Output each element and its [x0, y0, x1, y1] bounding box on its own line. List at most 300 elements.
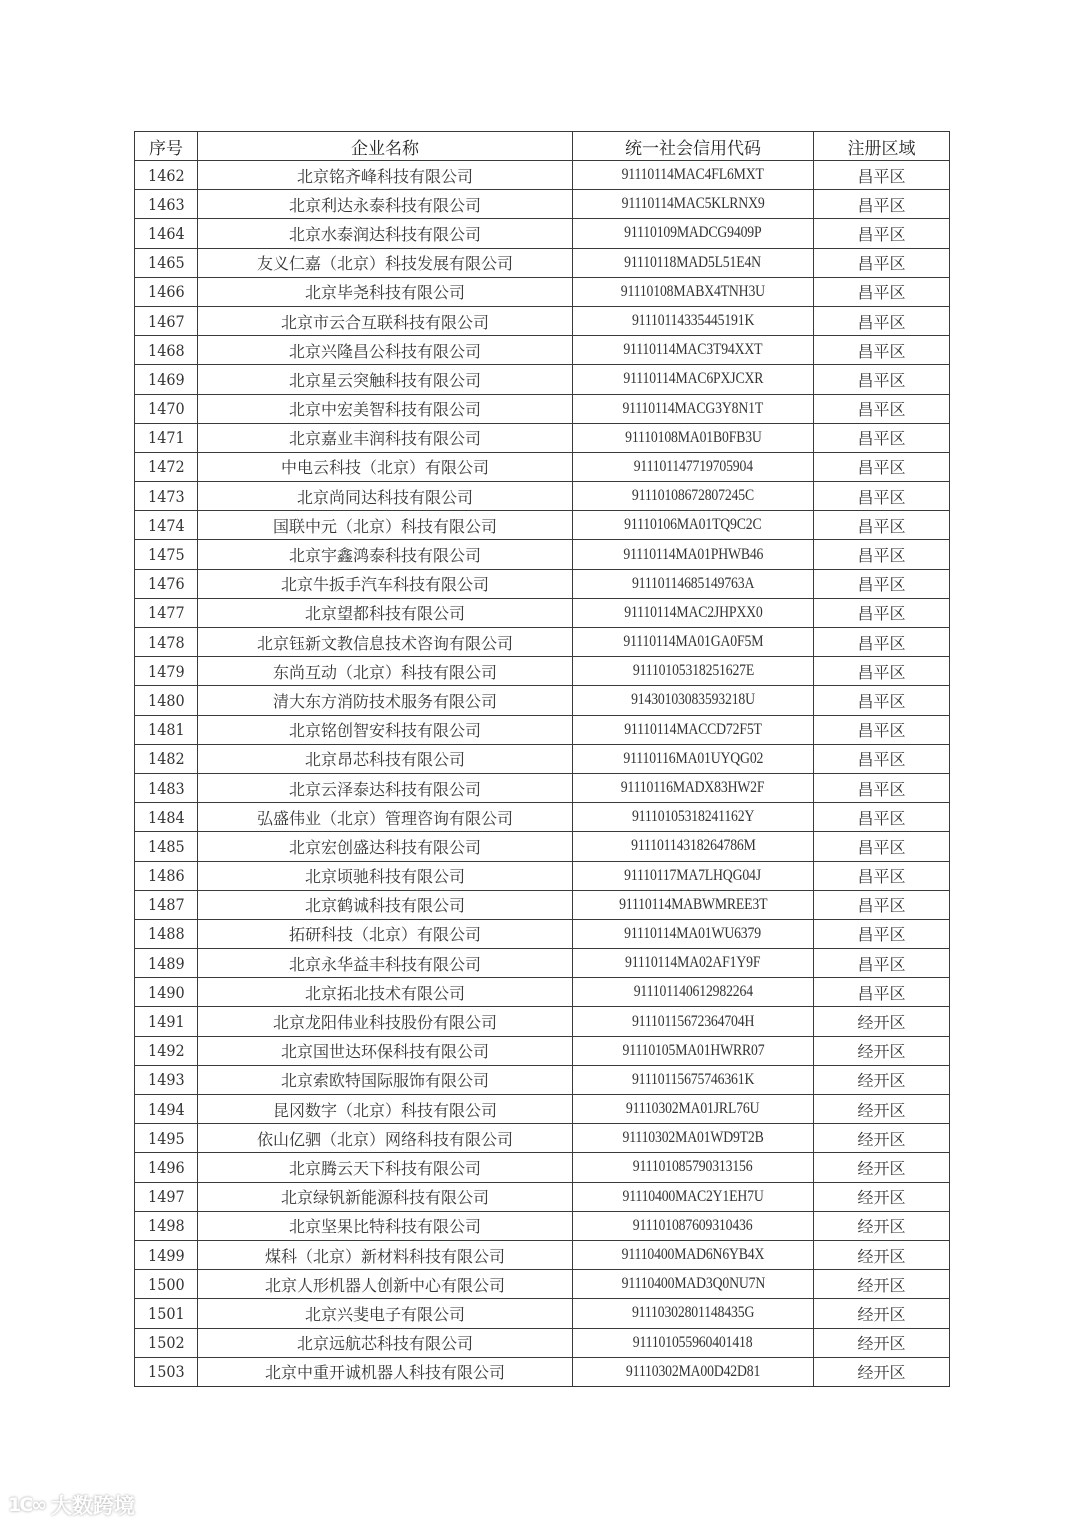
table-row [135, 1124, 950, 1153]
credit-code-cell-text: 91110400MAC2Y1EH7U [622, 1187, 764, 1205]
company-name-cell [198, 336, 573, 365]
registered-area-cell [814, 1328, 950, 1357]
company-name-cell [198, 1270, 573, 1299]
registered-area-cell [814, 1211, 950, 1240]
registered-area-cell [814, 306, 950, 335]
registered-area-cell [814, 628, 950, 657]
serial-number-cell [135, 628, 198, 657]
registered-area-cell-text: 昌平区 [857, 750, 906, 770]
table-row [135, 1153, 950, 1182]
credit-code-cell [573, 1328, 814, 1357]
credit-code-cell [573, 161, 814, 190]
serial-number-cell-text: 1475 [147, 545, 185, 565]
serial-number-cell-text: 1481 [147, 720, 185, 740]
serial-number-cell-text: 1468 [147, 340, 185, 360]
credit-code-cell-text: 91110302MA00D42D81 [625, 1362, 761, 1380]
company-name-cell [198, 919, 573, 948]
registered-area-cell [814, 1124, 950, 1153]
watermark [8, 1490, 135, 1520]
registered-area-cell-text: 昌平区 [857, 575, 906, 595]
registered-area-cell-text: 昌平区 [857, 370, 906, 390]
credit-code-cell-text: 91110302MA01WD9T2B [622, 1129, 764, 1147]
company-name-cell-text: 北京兴隆昌公科技有限公司 [288, 341, 481, 361]
company-name-cell-text: 东尚互动（北京）科技有限公司 [272, 662, 497, 682]
header-registered-area: 注册区域 [814, 132, 950, 161]
credit-code-cell [573, 657, 814, 686]
company-name-cell-text: 依山亿驷（北京）网络科技有限公司 [256, 1129, 513, 1149]
credit-code-cell-text: 91110105318251627E [632, 662, 754, 680]
table-row [135, 861, 950, 890]
registered-area-cell-text: 昌平区 [857, 283, 906, 303]
serial-number-cell [135, 511, 198, 540]
credit-code-cell [573, 219, 814, 248]
registered-area-cell-text: 昌平区 [857, 254, 906, 274]
serial-number-cell [135, 1065, 198, 1094]
credit-code-cell [573, 365, 814, 394]
credit-code-cell-text: 91110105MA01HWRR07 [622, 1041, 764, 1059]
table-row [135, 482, 950, 511]
registered-area-cell-text: 经开区 [857, 1246, 906, 1266]
credit-code-cell-text: 91110114MABWMREE3T [618, 895, 768, 913]
credit-code-cell-text: 91110114318264786M [630, 837, 756, 855]
company-name-cell [198, 190, 573, 219]
credit-code-cell [573, 1240, 814, 1269]
registered-area-cell [814, 1270, 950, 1299]
serial-number-cell-text: 1499 [147, 1245, 185, 1265]
registered-area-cell-text: 昌平区 [857, 458, 906, 478]
registered-area-cell-text: 昌平区 [857, 516, 906, 536]
table-row [135, 1240, 950, 1269]
registered-area-cell-text: 昌平区 [857, 954, 906, 974]
registered-area-cell-text: 昌平区 [857, 224, 906, 244]
company-name-cell [198, 452, 573, 481]
registered-area-cell-text: 昌平区 [857, 896, 906, 916]
serial-number-cell [135, 248, 198, 277]
credit-code-cell [573, 773, 814, 802]
registered-area-cell [814, 336, 950, 365]
header-credit-code: 统一社会信用代码 [573, 132, 814, 161]
credit-code-cell [573, 1007, 814, 1036]
serial-number-cell [135, 394, 198, 423]
company-name-cell-text: 北京宇鑫鸿泰科技有限公司 [288, 546, 481, 566]
serial-number-cell-text: 1465 [147, 253, 185, 273]
credit-code-cell-text: 91110114MA02AF1Y9F [625, 954, 761, 972]
company-name-cell [198, 540, 573, 569]
credit-code-cell-text: 91110114335445191K [631, 312, 755, 330]
credit-code-cell [573, 1153, 814, 1182]
company-name-cell [198, 715, 573, 744]
watermark-text: 大数跨境 [51, 1494, 135, 1518]
company-name-cell-text: 北京索欧特国际服饰有限公司 [280, 1071, 489, 1091]
company-name-cell [198, 890, 573, 919]
registered-area-cell-text: 经开区 [857, 1071, 906, 1091]
registered-area-cell [814, 861, 950, 890]
registered-area-cell-text: 经开区 [857, 1304, 906, 1324]
company-name-cell-text: 北京嘉业丰润科技有限公司 [288, 429, 481, 449]
company-name-cell-text: 煤科（北京）新材料科技有限公司 [264, 1246, 505, 1266]
company-name-cell [198, 219, 573, 248]
serial-number-cell-text: 1487 [147, 895, 185, 915]
serial-number-cell-text: 1489 [147, 953, 185, 973]
credit-code-cell [573, 190, 814, 219]
registered-area-cell [814, 773, 950, 802]
table-row [135, 1095, 950, 1124]
company-name-cell [198, 686, 573, 715]
registered-area-cell [814, 744, 950, 773]
serial-number-cell [135, 365, 198, 394]
company-name-cell-text: 拓研科技（北京）有限公司 [288, 925, 481, 945]
registered-area-cell-text: 昌平区 [857, 867, 906, 887]
credit-code-cell-text: 91110115675746361K [631, 1070, 755, 1088]
company-name-cell [198, 803, 573, 832]
registered-area-cell [814, 190, 950, 219]
credit-code-cell-text: 91110108MA01B0FB3U [624, 428, 762, 446]
registered-area-cell [814, 657, 950, 686]
table-row [135, 1270, 950, 1299]
company-name-cell [198, 161, 573, 190]
registered-area-cell-text: 经开区 [857, 1188, 906, 1208]
credit-code-cell [573, 1065, 814, 1094]
serial-number-cell [135, 1007, 198, 1036]
serial-number-cell-text: 1470 [147, 399, 185, 419]
registered-area-cell-text: 昌平区 [857, 633, 906, 653]
company-name-cell-text: 北京望都科技有限公司 [304, 604, 465, 624]
company-name-cell [198, 1153, 573, 1182]
serial-number-cell [135, 306, 198, 335]
credit-code-cell [573, 1270, 814, 1299]
serial-number-cell-text: 1476 [147, 574, 185, 594]
registered-area-cell-text: 昌平区 [857, 691, 906, 711]
registered-area-cell-text: 昌平区 [857, 721, 906, 741]
company-name-cell-text: 北京铭齐峰科技有限公司 [296, 166, 473, 186]
company-name-cell [198, 949, 573, 978]
serial-number-cell-text: 1492 [147, 1041, 185, 1061]
table-row [135, 248, 950, 277]
serial-number-cell [135, 686, 198, 715]
company-name-cell [198, 1328, 573, 1357]
registered-area-cell [814, 919, 950, 948]
serial-number-cell [135, 890, 198, 919]
table-row [135, 803, 950, 832]
watermark-logo-icon: 1C∞ [8, 1494, 45, 1516]
serial-number-cell-text: 1498 [147, 1216, 185, 1236]
registered-area-cell [814, 219, 950, 248]
credit-code-cell-text: 91110114MA01GA0F5M [623, 633, 763, 651]
serial-number-cell-text: 1490 [147, 982, 185, 1002]
serial-number-cell [135, 715, 198, 744]
serial-number-cell-text: 1502 [147, 1333, 185, 1353]
credit-code-cell-text: 91110114MA01PHWB46 [623, 545, 763, 563]
company-name-cell-text: 北京坚果比特科技有限公司 [288, 1217, 481, 1237]
credit-code-cell [573, 803, 814, 832]
company-name-cell-text: 昆冈数字（北京）科技有限公司 [272, 1100, 497, 1120]
registered-area-cell [814, 832, 950, 861]
serial-number-cell-text: 1491 [147, 1012, 185, 1032]
registered-area-cell-text: 经开区 [857, 1363, 906, 1383]
registered-area-cell [814, 949, 950, 978]
company-name-cell [198, 394, 573, 423]
company-name-cell-text: 中电云科技（北京）有限公司 [280, 458, 489, 478]
serial-number-cell [135, 1328, 198, 1357]
credit-code-cell [573, 1095, 814, 1124]
serial-number-cell-text: 1479 [147, 661, 185, 681]
table-body [135, 161, 950, 1387]
credit-code-cell-text: 91110114685149763A [631, 574, 755, 592]
company-name-cell-text: 北京人形机器人创新中心有限公司 [264, 1275, 505, 1295]
company-name-cell [198, 482, 573, 511]
registered-area-cell-text: 经开区 [857, 1013, 906, 1033]
registered-area-cell-text: 昌平区 [857, 312, 906, 332]
credit-code-cell [573, 744, 814, 773]
company-name-cell [198, 1182, 573, 1211]
credit-code-cell-text: 91110115672364704H [631, 1012, 755, 1030]
serial-number-cell-text: 1486 [147, 866, 185, 886]
company-name-cell-text: 北京顷驰科技有限公司 [304, 867, 465, 887]
credit-code-cell-text: 91110400MAD6N6YB4X [621, 1246, 765, 1264]
table-row [135, 890, 950, 919]
company-name-cell [198, 1124, 573, 1153]
company-name-cell-text: 国联中元（北京）科技有限公司 [272, 516, 497, 536]
credit-code-cell-text: 91110108672807245C [631, 487, 755, 505]
credit-code-cell [573, 1357, 814, 1386]
company-name-cell-text: 北京昂芯科技有限公司 [304, 750, 465, 770]
serial-number-cell [135, 919, 198, 948]
serial-number-cell-text: 1497 [147, 1187, 185, 1207]
registered-area-cell [814, 1065, 950, 1094]
registered-area-cell [814, 452, 950, 481]
credit-code-cell-text: 91110400MAD3Q0NU7N [621, 1275, 765, 1293]
serial-number-cell [135, 1124, 198, 1153]
company-name-cell-text: 弘盛伟业（北京）管理咨询有限公司 [256, 808, 513, 828]
company-name-cell-text: 北京中重开诚机器人科技有限公司 [264, 1363, 505, 1383]
registered-area-cell [814, 1357, 950, 1386]
serial-number-cell-text: 1462 [147, 165, 185, 185]
registered-area-cell [814, 1153, 950, 1182]
registered-area-cell [814, 394, 950, 423]
registered-area-cell [814, 277, 950, 306]
table-row [135, 598, 950, 627]
company-name-cell [198, 511, 573, 540]
credit-code-cell-text: 911101085790313156 [633, 1158, 753, 1176]
header-serial-number: 序号 [135, 132, 198, 161]
credit-code-cell [573, 919, 814, 948]
registered-area-cell [814, 365, 950, 394]
table-row [135, 219, 950, 248]
registered-area-cell-text: 经开区 [857, 1158, 906, 1178]
registered-area-cell [814, 686, 950, 715]
serial-number-cell [135, 861, 198, 890]
credit-code-cell [573, 1036, 814, 1065]
table-row [135, 978, 950, 1007]
serial-number-cell-text: 1467 [147, 311, 185, 331]
credit-code-cell-text: 91110116MA01UYQG02 [623, 749, 763, 767]
serial-number-cell-text: 1464 [147, 223, 185, 243]
company-name-cell [198, 773, 573, 802]
company-name-cell-text: 北京拓北技术有限公司 [304, 983, 465, 1003]
company-name-cell [198, 1036, 573, 1065]
credit-code-cell [573, 686, 814, 715]
serial-number-cell [135, 336, 198, 365]
credit-code-cell [573, 832, 814, 861]
company-name-cell [198, 1357, 573, 1386]
registered-area-cell [814, 482, 950, 511]
serial-number-cell-text: 1501 [147, 1303, 185, 1323]
table-row [135, 452, 950, 481]
company-name-cell [198, 365, 573, 394]
table-row [135, 394, 950, 423]
company-name-cell [198, 277, 573, 306]
registered-area-cell-text: 昌平区 [857, 166, 906, 186]
credit-code-cell-text: 91110106MA01TQ9C2C [624, 516, 762, 534]
credit-code-cell-text: 91110302MA01JRL76U [626, 1100, 760, 1118]
serial-number-cell-text: 1500 [147, 1274, 185, 1294]
company-name-cell-text: 北京水泰润达科技有限公司 [288, 224, 481, 244]
credit-code-cell-text: 91110114MAC4FL6MXT [621, 166, 765, 184]
registered-area-cell-text: 昌平区 [857, 662, 906, 682]
registered-area-cell [814, 890, 950, 919]
company-name-cell [198, 1299, 573, 1328]
registered-area-cell [814, 978, 950, 1007]
serial-number-cell-text: 1480 [147, 690, 185, 710]
company-name-cell [198, 1007, 573, 1036]
serial-number-cell [135, 657, 198, 686]
table-row [135, 1182, 950, 1211]
credit-code-cell [573, 423, 814, 452]
table-header-row [135, 132, 950, 161]
table-row [135, 773, 950, 802]
company-name-cell-text: 北京中宏美智科技有限公司 [288, 400, 481, 420]
serial-number-cell-text: 1466 [147, 282, 185, 302]
header-company-name: 企业名称 [198, 132, 573, 161]
serial-number-cell [135, 569, 198, 598]
serial-number-cell [135, 978, 198, 1007]
serial-number-cell [135, 1153, 198, 1182]
credit-code-cell [573, 394, 814, 423]
table-row [135, 1357, 950, 1386]
company-name-cell-text: 北京毕尧科技有限公司 [304, 283, 465, 303]
registered-area-cell-text: 经开区 [857, 1129, 906, 1149]
credit-code-cell [573, 569, 814, 598]
company-name-cell [198, 744, 573, 773]
company-name-cell [198, 423, 573, 452]
registered-area-cell-text: 昌平区 [857, 195, 906, 215]
credit-code-cell-text: 91110114MAC6PXJCXR [623, 370, 763, 388]
registered-area-cell-text: 昌平区 [857, 837, 906, 857]
credit-code-cell [573, 1299, 814, 1328]
company-name-cell [198, 1240, 573, 1269]
company-name-cell-text: 友义仁嘉（北京）科技发展有限公司 [256, 254, 513, 274]
registered-area-cell-text: 昌平区 [857, 925, 906, 945]
credit-code-cell-text: 91110118MAD5L51E4N [624, 253, 762, 271]
serial-number-cell [135, 744, 198, 773]
table-row [135, 1065, 950, 1094]
registered-area-cell-text: 经开区 [857, 1334, 906, 1354]
credit-code-cell-text: 91110114MACG3Y8N1T [622, 399, 764, 417]
serial-number-cell [135, 1211, 198, 1240]
table-row [135, 336, 950, 365]
table-row [135, 569, 950, 598]
registered-area-cell-text: 昌平区 [857, 400, 906, 420]
table-row [135, 919, 950, 948]
registered-area-cell [814, 511, 950, 540]
credit-code-cell-text: 91110302801148435G [631, 1304, 755, 1322]
credit-code-cell-text: 91110114MAC3T94XXT [623, 341, 763, 359]
serial-number-cell-text: 1484 [147, 807, 185, 827]
registered-area-cell [814, 1095, 950, 1124]
registered-area-cell [814, 161, 950, 190]
table-row [135, 540, 950, 569]
company-name-cell [198, 306, 573, 335]
serial-number-cell-text: 1478 [147, 632, 185, 652]
serial-number-cell-text: 1493 [147, 1070, 185, 1090]
credit-code-cell [573, 336, 814, 365]
serial-number-cell-text: 1485 [147, 836, 185, 856]
table-row [135, 1211, 950, 1240]
serial-number-cell [135, 1240, 198, 1269]
table-row [135, 1328, 950, 1357]
company-name-cell-text: 北京国世达环保科技有限公司 [280, 1042, 489, 1062]
credit-code-cell [573, 978, 814, 1007]
serial-number-cell [135, 190, 198, 219]
credit-code-cell [573, 540, 814, 569]
serial-number-cell [135, 773, 198, 802]
company-name-cell [198, 832, 573, 861]
table-row [135, 628, 950, 657]
company-name-cell-text: 北京宏创盛达科技有限公司 [288, 837, 481, 857]
company-name-cell-text: 北京钰新文教信息技术咨询有限公司 [256, 633, 513, 653]
serial-number-cell-text: 1503 [147, 1362, 185, 1382]
table-row [135, 1036, 950, 1065]
company-name-cell-text: 北京龙阳伟业科技股份有限公司 [272, 1013, 497, 1033]
serial-number-cell [135, 598, 198, 627]
credit-code-cell [573, 715, 814, 744]
serial-number-cell [135, 949, 198, 978]
company-name-cell [198, 861, 573, 890]
table-row [135, 1007, 950, 1036]
registered-area-cell [814, 1007, 950, 1036]
credit-code-cell [573, 628, 814, 657]
credit-code-cell-text: 91110108MABX4TNH3U [620, 282, 766, 300]
registered-area-cell-text: 昌平区 [857, 341, 906, 361]
credit-code-cell-text: 911101140612982264 [633, 983, 753, 1001]
credit-code-cell-text: 91110114MACCD72F5T [624, 720, 762, 738]
credit-code-cell [573, 1124, 814, 1153]
serial-number-cell-text: 1482 [147, 749, 185, 769]
credit-code-cell-text: 911101055960401418 [633, 1333, 753, 1351]
enterprise-registry-table [134, 131, 950, 1387]
company-name-cell-text: 北京云泽泰达科技有限公司 [288, 779, 481, 799]
registered-area-cell [814, 423, 950, 452]
company-name-cell-text: 北京兴斐电子有限公司 [304, 1304, 465, 1324]
credit-code-cell-text: 91110105318241162Y [631, 808, 755, 826]
registered-area-cell-text: 经开区 [857, 1217, 906, 1237]
company-name-cell [198, 598, 573, 627]
credit-code-cell [573, 1211, 814, 1240]
registered-area-cell [814, 1182, 950, 1211]
credit-code-cell [573, 452, 814, 481]
serial-number-cell-text: 1494 [147, 1099, 185, 1119]
serial-number-cell-text: 1477 [147, 603, 185, 623]
credit-code-cell-text: 91430103083593218U [631, 691, 755, 709]
credit-code-cell [573, 949, 814, 978]
company-name-cell-text: 北京牛扳手汽车科技有限公司 [280, 575, 489, 595]
serial-number-cell [135, 1095, 198, 1124]
serial-number-cell-text: 1495 [147, 1128, 185, 1148]
serial-number-cell [135, 1182, 198, 1211]
serial-number-cell-text: 1483 [147, 778, 185, 798]
serial-number-cell [135, 540, 198, 569]
serial-number-cell [135, 219, 198, 248]
